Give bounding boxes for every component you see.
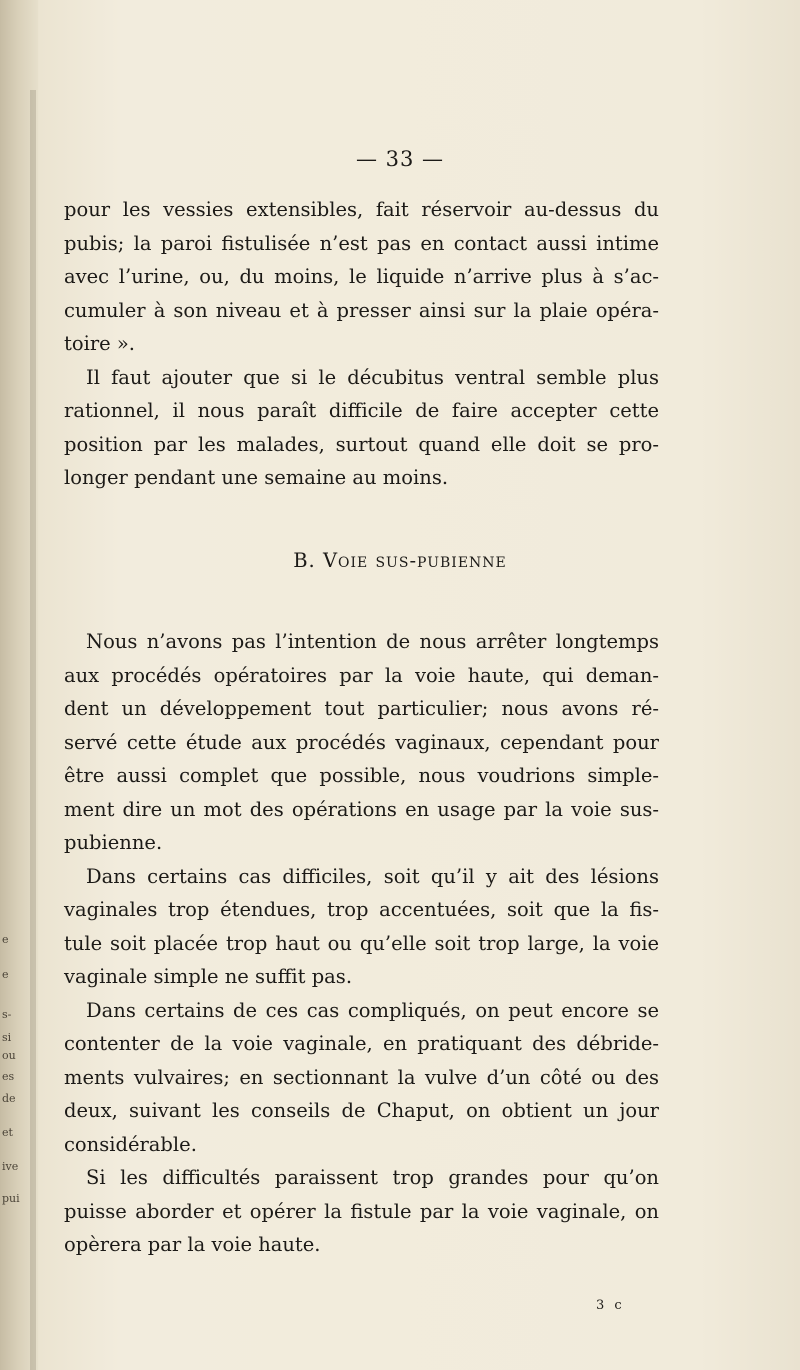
paragraph-2-cont [64, 394, 659, 495]
signature-mark: 3 c [596, 1298, 625, 1313]
text-line: pubis; la paroi fistulisée n’est pas en contact aussi intime [64, 231, 659, 255]
text-line: servé cette étude aux procédés vaginaux, cependant pour [64, 730, 659, 754]
margin-fragment: de [2, 1092, 16, 1105]
text-line: rationnel, il nous paraît difficile de faire accepter cette [64, 399, 659, 422]
text-line: deux, suivant les conseils de Chaput, on obtient un jour [64, 1099, 659, 1122]
paragraph-5-first [64, 994, 659, 1028]
paragraph-1 [64, 193, 659, 361]
text-line: longer pendant une semaine au moins. [64, 466, 449, 489]
text-line: Nous n’avons pas l’intention de nous arrêter longtemps [86, 630, 659, 653]
text-line: contenter de la voie vaginale, en pratiquant des débride- [64, 1032, 659, 1055]
text-block-top [64, 193, 659, 495]
margin-fragment: ou [2, 1049, 16, 1062]
paragraph-6 [64, 1195, 659, 1262]
margin-fragment: et [2, 1126, 13, 1139]
text-line: pubienne. [64, 831, 163, 854]
margin-fragment: e [2, 968, 9, 981]
text-line: toire ». [64, 332, 136, 355]
text-line: vaginale simple ne suffit pas. [64, 965, 353, 988]
text-line: position par les malades, surtout quand elle doit se pro- [64, 432, 659, 456]
paragraph-4-first [64, 860, 659, 894]
section-letter: B. [293, 549, 316, 572]
text-line: opèrera par la voie haute. [64, 1233, 321, 1256]
spine-shadow [30, 90, 36, 1370]
margin-fragment: es [2, 1070, 15, 1083]
paragraph-2 [64, 361, 659, 395]
paragraph-5 [64, 1027, 659, 1161]
text-line: vaginales trop étendues, trop accentuées, soit que la fis- [64, 898, 659, 921]
text-line: pour les vessies extensibles, fait réservoir au-dessus du [64, 198, 659, 221]
text-line: Dans certains de ces cas compliqués, on peut encore se [86, 998, 659, 1022]
paragraph-3 [64, 659, 659, 860]
section-title: Voie sus-pubienne [322, 549, 507, 572]
text-line: cumuler à son niveau et à presser ainsi sur la plaie opéra- [64, 298, 659, 322]
margin-fragment: si [2, 1031, 12, 1044]
text-line: ments vulvaires; en sectionnant la vulve d’un côté ou des [64, 1065, 659, 1089]
text-line: Si les difficultés paraissent trop grandes pour qu’on [86, 1166, 659, 1189]
paragraph-6-first [64, 1161, 659, 1195]
margin-fragment: pui [2, 1192, 20, 1205]
text-line: ment dire un mot des opérations en usage par la voie sus- [64, 797, 659, 821]
section-heading [0, 549, 800, 572]
text-line: dent un développement tout particulier; nous avons ré- [64, 697, 659, 720]
text-block-bottom [64, 625, 659, 1262]
text-line: tule soit placée trop haut ou qu’elle soit trop large, la voie [64, 931, 659, 955]
text-line: puisse aborder et opérer la fistule par la voie vaginale, on [64, 1199, 659, 1223]
text-line: Dans certains cas difficiles, soit qu’il y ait des lésions [86, 864, 659, 888]
page-number: — 33 — [355, 147, 445, 171]
text-line: être aussi complet que possible, nous voudrions simple- [64, 764, 659, 787]
text-line: avec l’urine, ou, du moins, le liquide n’arrive plus à s’ac- [64, 265, 659, 288]
text-line: Il faut ajouter que si le décubitus ventral semble plus [86, 365, 659, 389]
margin-fragment: e [2, 933, 9, 946]
text-line: considérable. [64, 1132, 197, 1156]
text-line: aux procédés opératoires par la voie haute, qui deman- [64, 663, 659, 687]
margin-fragment: ive [2, 1160, 19, 1173]
margin-fragment: s- [2, 1008, 12, 1021]
paragraph-3-first [64, 625, 659, 659]
paragraph-4 [64, 893, 659, 994]
